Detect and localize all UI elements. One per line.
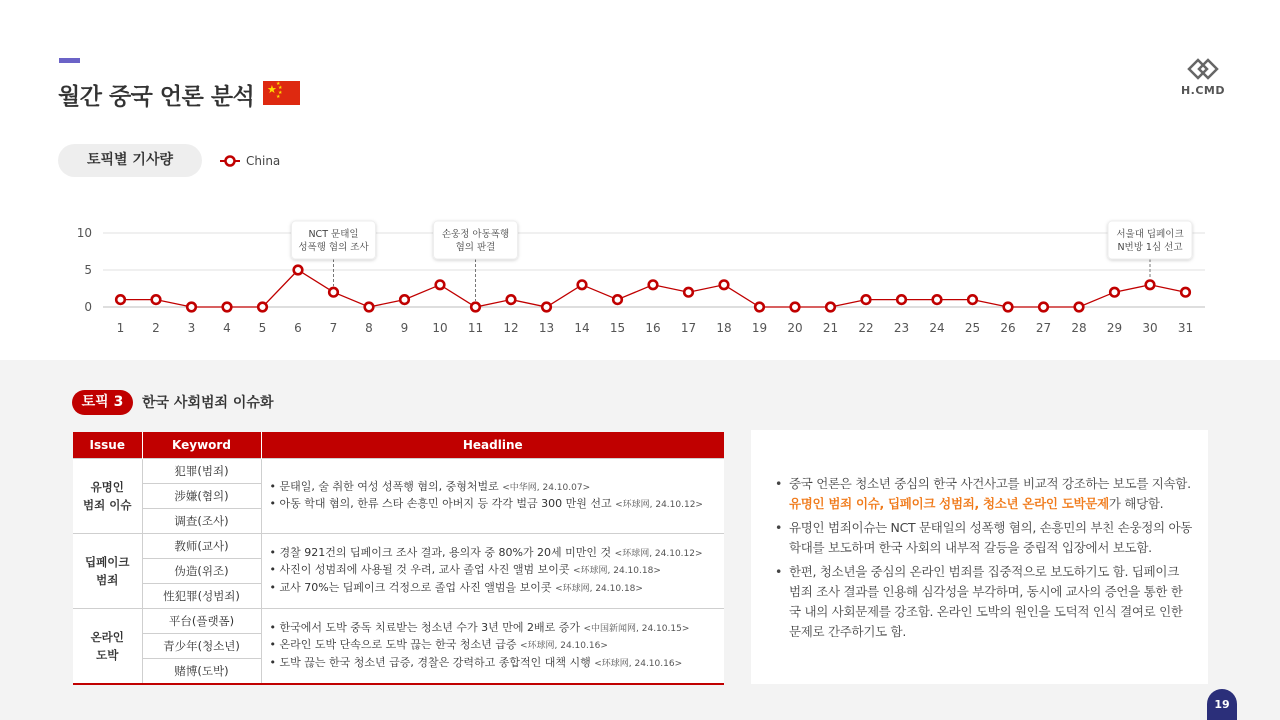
x-tick-label: 22 <box>858 321 874 335</box>
table-header-row <box>73 432 724 459</box>
data-point <box>755 303 764 312</box>
data-point <box>933 295 942 304</box>
data-point <box>365 303 374 312</box>
x-tick-label: 28 <box>1071 321 1087 335</box>
data-point <box>152 295 161 304</box>
data-point <box>329 288 338 297</box>
keyword-cell: 伪造(위조) <box>142 559 261 584</box>
issue-cell: 딥페이크 범죄 <box>73 534 142 609</box>
y-tick-label: 10 <box>76 226 92 240</box>
data-point <box>223 303 232 312</box>
summary-list <box>773 474 1193 646</box>
header-keyword: Keyword <box>142 432 261 459</box>
x-tick-label: 8 <box>365 321 373 335</box>
headline-item: • 한국에서 도박 중독 치료받는 청소년 수가 3년 만에 2배로 증가 <中国新闻网, 24.10.15> <box>269 620 690 634</box>
x-tick-label: 19 <box>751 321 768 335</box>
china-flag-icon: ★ ★ ★ ★ ★ <box>263 81 300 105</box>
data-point <box>1146 281 1155 290</box>
x-tick-label: 15 <box>609 321 626 335</box>
legend-label-china: China <box>246 154 281 168</box>
x-tick-label: 6 <box>294 321 302 335</box>
x-tick-label: 2 <box>152 321 160 335</box>
data-point <box>613 295 622 304</box>
summary-highlight: 유명인 범죄 이슈, 딥페이크 성범죄, 청소년 온라인 도박문제 <box>789 496 1109 511</box>
section-label-pill: 토픽별 기사량 <box>58 144 202 177</box>
data-point <box>116 295 125 304</box>
data-point <box>862 295 871 304</box>
x-tick-label: 21 <box>822 321 839 335</box>
x-tick-label: 30 <box>1142 321 1158 335</box>
issue-cell: 온라인 도박 <box>73 609 142 685</box>
headline-cell <box>261 534 724 609</box>
keyword-cell: 涉嫌(혐의) <box>142 484 261 509</box>
summary-bullet: • 유명인 범죄이슈는 NCT 문태일의 성폭행 혐의, 손흥민의 부친 손웅정의 아동학대를 보도하며 한국 사회의 내부적 갈등을 중립적 입장에서 보도함. <box>773 518 1193 558</box>
x-tick-label: 7 <box>329 321 338 335</box>
data-point <box>400 295 409 304</box>
issue-table <box>73 432 724 685</box>
data-point <box>578 281 587 290</box>
table-row <box>73 459 724 484</box>
data-point <box>649 281 658 290</box>
annotation-text: N번방 1심 선고 <box>1117 242 1183 253</box>
x-tick-label: 31 <box>1177 321 1194 335</box>
x-tick-label: 16 <box>645 321 661 335</box>
x-tick-label: 17 <box>680 321 697 335</box>
headline-item: • 온라인 도박 단속으로 도박 끊는 한국 청소년 급증 <环球网, 24.10.16> <box>269 638 608 652</box>
x-tick-label: 3 <box>187 321 196 335</box>
article-volume-line-chart <box>0 210 1280 345</box>
annotation-text: NCT 문태일 <box>308 229 359 240</box>
header-issue: Issue <box>73 432 142 459</box>
x-tick-label: 25 <box>964 321 981 335</box>
keyword-cell: 性犯罪(성범죄) <box>142 584 261 609</box>
x-tick-label: 10 <box>432 321 448 335</box>
headline-item: • 문태일, 술 취한 여성 성폭행 혐의, 중형처벌로 <中华网, 24.10.07> <box>269 479 591 493</box>
legend-line-marker-icon <box>220 154 240 168</box>
data-point <box>1181 288 1190 297</box>
headline-item: • 경찰 921건의 딥페이크 조사 결과, 용의자 중 80%가 20세 미만인 것 <环球网, 24.10.12> <box>269 545 703 559</box>
x-tick-label: 27 <box>1035 321 1052 335</box>
keyword-cell: 平台(플랫폼) <box>142 609 261 634</box>
data-point <box>294 266 303 275</box>
company-logo <box>1178 56 1228 97</box>
issue-cell: 유명인 범죄 이슈 <box>73 459 142 534</box>
x-tick-label: 4 <box>223 321 231 335</box>
y-tick-label: 5 <box>84 263 92 277</box>
annotation-text: 성폭행 혐의 조사 <box>298 242 369 253</box>
summary-bullet: • 중국 언론은 청소년 중심의 한국 사건사고를 비교적 강조하는 보도를 지속함. 유명인 범죄 이슈, 딥페이크 성범죄, 청소년 온라인 도박문제가 해당함. <box>773 474 1193 514</box>
keyword-cell: 调查(조사) <box>142 509 261 534</box>
data-point <box>684 288 693 297</box>
x-tick-label: 1 <box>116 321 125 335</box>
logo-mark-icon <box>1185 56 1221 82</box>
x-tick-label: 20 <box>787 321 803 335</box>
headline-item: • 아동 학대 혐의, 한류 스타 손흥민 아버지 등 각각 벌금 300 만원 선고 <环球网, 24.10.12> <box>269 497 703 510</box>
x-tick-label: 12 <box>503 321 519 335</box>
page-number: 19 <box>1207 689 1237 720</box>
data-point <box>542 303 551 312</box>
x-tick-label: 18 <box>716 321 732 335</box>
table-row <box>73 534 724 559</box>
headline-cell <box>261 609 724 685</box>
data-point <box>826 303 835 312</box>
data-point <box>1110 288 1119 297</box>
x-tick-label: 9 <box>400 321 409 335</box>
headline-item: • 도박 끊는 한국 청소년 급증, 경찰은 강력하고 종합적인 대책 시행 <环球网, 24.10.16> <box>269 655 683 669</box>
annotation-text: 서울대 딥페이크 <box>1116 229 1184 240</box>
annotation-text: 손웅정 아동폭행 <box>441 229 510 240</box>
headline-cell <box>261 459 724 534</box>
topic-title: 한국 사회범죄 이슈화 <box>142 395 274 411</box>
data-point <box>1075 303 1084 312</box>
annotation-text: 혐의 판결 <box>455 242 496 253</box>
x-tick-label: 14 <box>574 321 590 335</box>
x-tick-label: 26 <box>1000 321 1016 335</box>
keyword-cell: 青少年(청소년) <box>142 634 261 659</box>
y-tick-label: 0 <box>84 300 92 314</box>
keyword-cell: 犯罪(범죄) <box>142 459 261 484</box>
header-headline: Headline <box>261 432 724 459</box>
data-point <box>897 295 906 304</box>
summary-box <box>751 430 1208 684</box>
summary-bullet: • 한편, 청소년을 중심의 온라인 범죄를 집중적으로 보도하기도 함. 딥페이크 범죄 조사 결과를 인용해 심각성을 부각하며, 동시에 교사의 증언을 통한 한국 내의 사회문제를 강조함. 온라인 도박의 원인을 도덕적 인식 결여로 인한 문제로 간주하기도 함. <box>773 562 1193 642</box>
data-point <box>187 303 196 312</box>
title-accent-bar <box>59 58 80 63</box>
data-point <box>436 281 445 290</box>
data-point <box>471 303 480 312</box>
data-point <box>507 295 516 304</box>
headline-item: • 교사 70%는 딥페이크 걱정으로 졸업 사진 앨범을 보이콧 <环球网, 24.10.18> <box>269 580 643 594</box>
topic-badge: 토픽 3 <box>72 390 133 415</box>
data-point <box>720 281 729 290</box>
x-tick-label: 5 <box>258 321 267 335</box>
x-tick-label: 13 <box>538 321 555 335</box>
data-point <box>1004 303 1013 312</box>
data-point <box>258 303 267 312</box>
annotation-box <box>434 221 518 259</box>
annotation-box <box>292 221 376 259</box>
x-tick-label: 23 <box>893 321 910 335</box>
chart-legend <box>220 152 280 170</box>
keyword-cell: 教师(교사) <box>142 534 261 559</box>
keyword-cell: 赌博(도박) <box>142 659 261 685</box>
logo-text: H.CMD <box>1180 84 1226 97</box>
x-tick-label: 29 <box>1106 321 1123 335</box>
data-point <box>968 295 977 304</box>
page-title: 월간 중국 언론 분석 <box>58 84 255 110</box>
table-row <box>73 609 724 634</box>
annotation-box <box>1108 221 1192 259</box>
x-tick-label: 11 <box>467 321 484 335</box>
x-tick-label: 24 <box>929 321 945 335</box>
data-point <box>1039 303 1048 312</box>
data-point <box>791 303 800 312</box>
headline-item: • 사진이 성범죄에 사용될 것 우려, 교사 졸업 사진 앨범 보이콧 <环球网, 24.10.18> <box>269 563 661 577</box>
